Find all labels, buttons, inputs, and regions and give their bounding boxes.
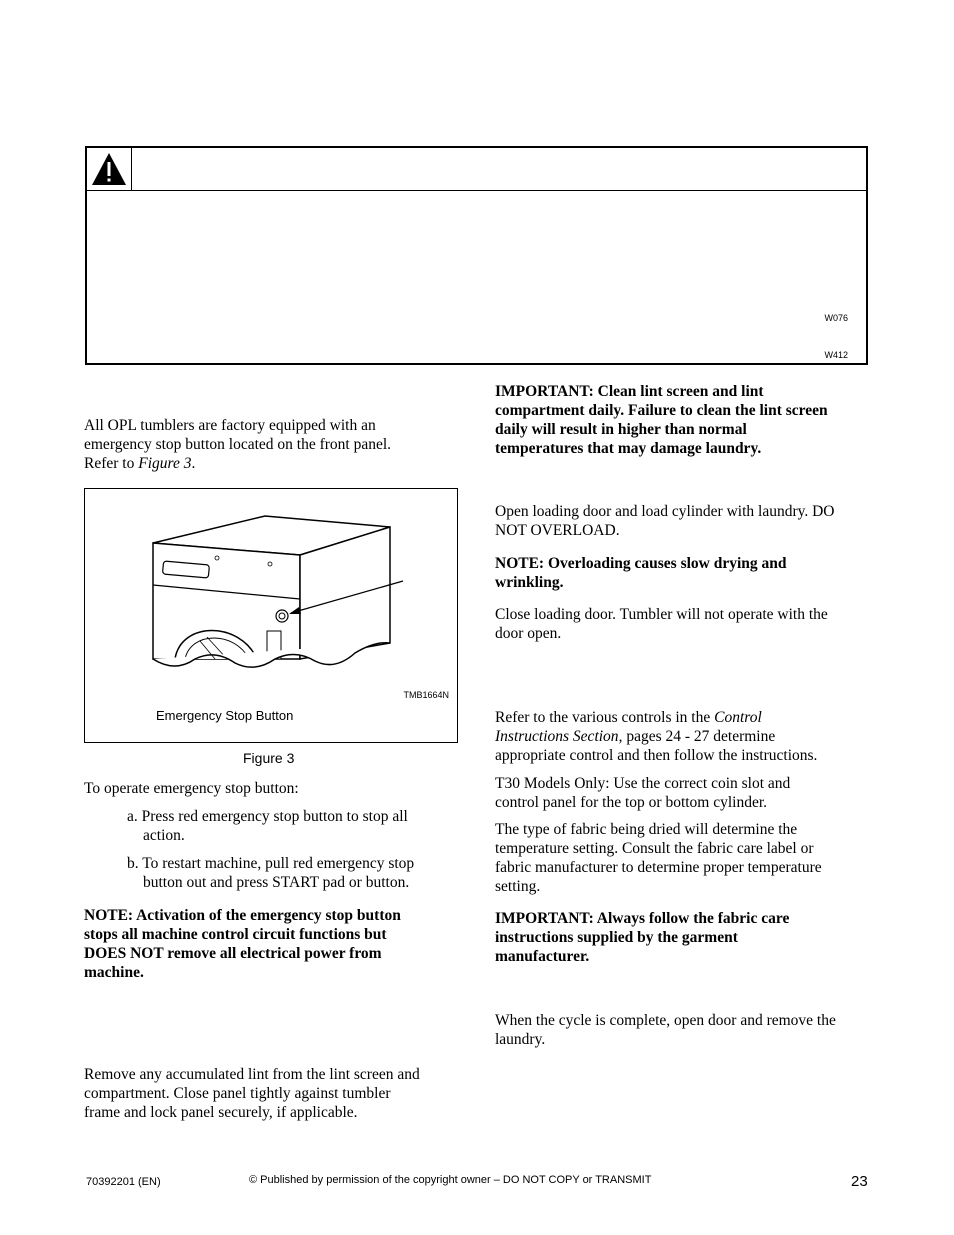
footer-doc-number: 70392201 (EN) bbox=[86, 1176, 161, 1188]
footer-copyright: © Published by permission of the copyright owner – DO NOT COPY or TRANSMIT bbox=[249, 1174, 652, 1186]
t30-paragraph: T30 Models Only: Use the correct coin slot and control panel for the top or bottom cylinder. bbox=[495, 775, 791, 811]
close-door-paragraph: Close loading door. Tumbler will not operate with the door open. bbox=[495, 606, 828, 642]
warning-triangle-icon bbox=[87, 148, 131, 190]
lint-paragraph: Remove any accumulated lint from the lint screen and compartment. Close panel tightly against tumbler frame and lock panel securely, if applicable. bbox=[84, 1066, 420, 1121]
fabric-paragraph: The type of fabric being dried will determine the temperature setting. Consult the fabric care label or fabric manufacturer to determine proper temperature setting. bbox=[495, 821, 822, 895]
figure-caption: Figure 3 bbox=[243, 750, 295, 766]
figure-reference: Figure 3 bbox=[138, 455, 192, 472]
operate-heading: To operate emergency stop button: bbox=[84, 780, 299, 797]
tumbler-illustration bbox=[145, 513, 415, 673]
figure-label: Emergency Stop Button bbox=[156, 708, 294, 723]
warning-header bbox=[87, 148, 866, 191]
note-emergency-stop: NOTE: Activation of the emergency stop button stops all machine control circuit functions but DOES NOT remove all electrical power from machine. bbox=[84, 907, 401, 981]
refer-controls-paragraph: Refer to the various controls in the Control Instructions Section, pages 24 - 27 determine appropriate control and then follow the instructions. bbox=[495, 709, 818, 764]
warning-box bbox=[85, 146, 868, 365]
figure-box bbox=[84, 488, 458, 743]
note-overload: NOTE: Overloading causes slow drying and wrinkling. bbox=[495, 555, 787, 591]
cycle-complete-paragraph: When the cycle is complete, open door and remove the laundry. bbox=[495, 1012, 836, 1048]
important-lint-screen: IMPORTANT: Clean lint screen and lint compartment daily. Failure to clean the lint screen daily will result in higher than normal temperatures that may damage laundry. bbox=[495, 383, 828, 457]
important-fabric-care: IMPORTANT: Always follow the fabric care instructions supplied by the garment manufacturer. bbox=[495, 910, 790, 965]
intro-paragraph: All OPL tumblers are factory equipped with an emergency stop button located on the front panel. Refer to Figure 3. bbox=[84, 417, 392, 472]
warning-icon-cell bbox=[87, 148, 132, 190]
page-number: 23 bbox=[851, 1173, 868, 1190]
warning-code-w076: W076 bbox=[824, 313, 848, 323]
load-paragraph: Open loading door and load cylinder with laundry. DO NOT OVERLOAD. bbox=[495, 503, 835, 539]
figure-code: TMB1664N bbox=[403, 690, 449, 700]
warning-code-w412: W412 bbox=[824, 350, 848, 360]
step-b: b. To restart machine, pull red emergency stop button out and press START pad or button. bbox=[127, 855, 415, 891]
step-a: a. Press red emergency stop button to stop all action. bbox=[127, 808, 408, 844]
